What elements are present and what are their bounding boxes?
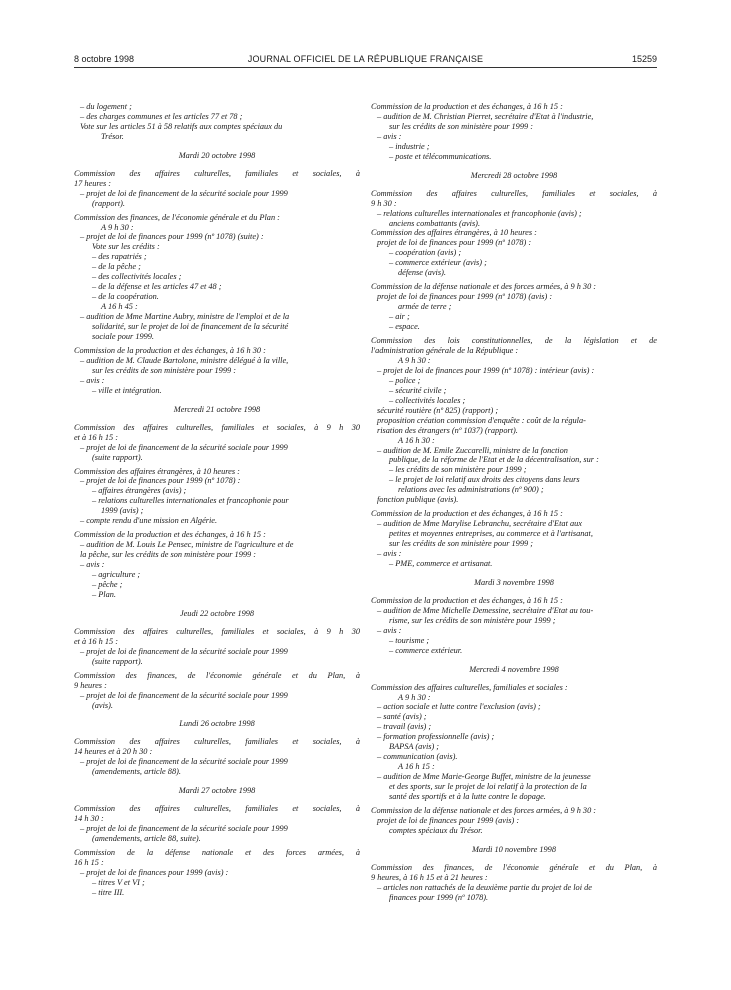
agenda-line: santé des sportifs et à la lutte contre le dopage. <box>389 792 546 802</box>
agenda-line: – compte rendu d'une mission en Algérie. <box>80 516 218 526</box>
agenda-line: A 16 h 15 : <box>398 762 435 772</box>
agenda-line: – Plan. <box>92 589 116 599</box>
agenda-line: – PME, commerce et artisanat. <box>389 558 493 568</box>
agenda-line: – santé (avis) ; <box>377 712 427 722</box>
agenda-line: – du logement ; <box>80 102 132 111</box>
agenda-line: 14 heures et à 20 h 30 : <box>74 747 153 757</box>
agenda-line: – avis : <box>80 375 105 385</box>
right-column <box>371 102 657 903</box>
agenda-line: sur les crédits de son ministère pour 1999 : <box>389 121 533 131</box>
agenda-line: – audition de Mme Marylise Lebranchu, secrétaire d'Etat aux <box>377 519 582 529</box>
agenda-line: sociale pour 1999. <box>92 332 154 342</box>
agenda-line: Commission de la défense nationale et des forces armées, à 9 h 30 : <box>371 282 597 292</box>
day-heading: Mardi 3 novembre 1998 <box>474 577 554 587</box>
agenda-line: – travail (avis) ; <box>377 722 432 732</box>
agenda-line: Commission des affaires culturelles, familiales et sociales, à 9 h 30 <box>74 422 360 432</box>
agenda-line: A 9 h 30 : <box>398 355 431 365</box>
agenda-line: – avis : <box>377 625 402 635</box>
agenda-line: BAPSA (avis) ; <box>389 742 440 752</box>
agenda-line: Commission des affaires culturelles, familiales et sociales, à <box>74 737 360 747</box>
agenda-line: sur les crédits de son ministère pour 1999 ; <box>389 539 533 549</box>
agenda-line: Commission de la production et des échanges, à 16 h 15 : <box>74 530 266 540</box>
agenda-line: la pêche, sur les crédits de son ministère pour 1999 : <box>80 550 256 560</box>
agenda-line: – police ; <box>389 375 421 385</box>
agenda-line: Commission des affaires culturelles, familiales et sociales, à 9 h 30 <box>74 626 360 636</box>
agenda-line: projet de loi de finances pour 1999 (nº 1078) (avis) : <box>377 292 553 302</box>
agenda-line: A 9 h 30 : <box>398 692 431 702</box>
agenda-line: – projet de loi de finances pour 1999 (nº 1078) : <box>80 476 241 486</box>
agenda-line: – articles non rattachés de la deuxième partie du projet de loi de <box>377 882 592 892</box>
agenda-line: – des rapatriés ; <box>92 252 147 262</box>
agenda-line: – avis : <box>377 549 402 559</box>
agenda-line: – agriculture ; <box>92 570 141 580</box>
agenda-line: – projet de loi de financement de la sécurité sociale pour 1999 <box>80 757 288 767</box>
agenda-line: – formation professionnelle (avis) ; <box>377 732 495 742</box>
agenda-line: – audition de M. Claude Bartolone, ministre délégué à la ville, <box>80 355 289 365</box>
agenda-line: – projet de loi de financement de la sécurité sociale pour 1999 <box>80 824 288 834</box>
agenda-line: – commerce extérieur. <box>389 645 463 655</box>
agenda-line: finances pour 1999 (nº 1078). <box>389 892 489 902</box>
agenda-line: – affaires étrangères (avis) ; <box>92 486 187 496</box>
agenda-line: Commission des affaires culturelles, familiales et sociales, à <box>74 804 360 814</box>
agenda-line: – tourisme ; <box>389 635 430 645</box>
agenda-line: Vote sur les crédits : <box>92 242 160 252</box>
agenda-line: Commission des finances, de l'économie générale et du Plan : <box>74 212 280 222</box>
agenda-line: – de la pêche ; <box>92 262 141 272</box>
day-heading: Mardi 27 octobre 1998 <box>178 786 256 796</box>
agenda-line: sur les crédits de son ministère pour 1999 : <box>92 365 236 375</box>
agenda-line: – avis : <box>80 560 105 570</box>
agenda-line: – pêche ; <box>92 579 123 589</box>
day-heading: Mercredi 4 novembre 1998 <box>469 664 559 674</box>
agenda-line: – de la coopération. <box>92 292 159 302</box>
agenda-line: – titres V et VI ; <box>92 877 145 887</box>
agenda-line: sécurité routière (nº 825) (rapport) ; <box>377 405 499 415</box>
agenda-line: l'administration générale de la République : <box>371 345 519 355</box>
agenda-line: A 16 h 45 : <box>101 302 138 312</box>
agenda-line: – projet de loi de financement de la sécurité sociale pour 1999 <box>80 188 288 198</box>
agenda-line: Commission des affaires étrangères, à 10 heures : <box>371 228 537 238</box>
left-column <box>74 102 360 898</box>
agenda-line: Commission de la production et des échanges, à 16 h 15 : <box>371 102 563 111</box>
agenda-line: (avis). <box>92 700 113 710</box>
agenda-line: risme, sur les crédits de son ministère pour 1999 ; <box>389 615 556 625</box>
day-heading: Mercredi 21 octobre 1998 <box>173 404 261 414</box>
agenda-line: Commission des affaires culturelles, familiales et sociales, à <box>74 168 360 178</box>
day-heading: Mardi 20 octobre 1998 <box>178 150 256 160</box>
day-heading: Lundi 26 octobre 1998 <box>179 719 255 729</box>
agenda-line: solidarité, sur le projet de loi de financement de la sécurité <box>92 322 289 332</box>
agenda-line: Commission de la production et des échanges, à 16 h 30 : <box>74 345 266 355</box>
agenda-line: A 16 h 30 : <box>398 435 435 445</box>
agenda-line: – espace. <box>389 322 420 332</box>
agenda-line: – les crédits de son ministère pour 1999 ; <box>389 465 527 475</box>
agenda-line: Commission de la production et des échanges, à 16 h 15 : <box>371 595 563 605</box>
agenda-line: défense (avis). <box>398 268 446 278</box>
agenda-line: Vote sur les articles 51 à 58 relatifs aux comptes spéciaux du <box>80 121 283 131</box>
issue-date: 8 octobre 1998 <box>74 54 135 64</box>
agenda-line: – projet de loi de finances pour 1999 (nº 1078) (suite) : <box>80 232 264 242</box>
agenda-line: – audition de Mme Marie-George Buffet, ministre de la jeunesse <box>377 772 591 782</box>
day-heading: Mercredi 28 octobre 1998 <box>470 170 558 180</box>
agenda-line: (amendements, article 88, suite). <box>92 834 201 844</box>
agenda-line: – audition de M. Christian Pierret, secrétaire d'Etat à l'industrie, <box>377 111 594 121</box>
agenda-line: Commission des affaires culturelles, familiales et sociales, à <box>371 188 657 198</box>
agenda-line: risation des étrangers (nº 1037) (rapport). <box>377 425 518 435</box>
agenda-line: 9 h 30 : <box>371 198 397 208</box>
page-number: 15259 <box>631 54 657 64</box>
agenda-line: – projet de loi de financement de la sécurité sociale pour 1999 <box>80 690 288 700</box>
agenda-line: proposition création commission d'enquête : coût de la régula- <box>377 415 586 425</box>
agenda-line: (rapport). <box>92 198 125 208</box>
agenda-line: 1999 (avis) ; <box>101 506 144 516</box>
agenda-line: Commission des finances, de l'économie générale et du Plan, à <box>74 670 360 680</box>
agenda-line: relations avec les administrations (nº 900) ; <box>398 485 544 495</box>
agenda-line: Commission des affaires culturelles, familiales et sociales : <box>371 682 568 692</box>
agenda-line: (suite rapport). <box>92 656 143 666</box>
day-heading: Jeudi 22 octobre 1998 <box>179 608 255 618</box>
agenda-line: (amendements, article 88). <box>92 767 181 777</box>
agenda-line: – relations culturelles internationales et francophonie (avis) ; <box>377 208 582 218</box>
agenda-line: Commission des affaires étrangères, à 10 heures : <box>74 466 240 476</box>
agenda-line: Commission des lois constitutionnelles, de la législation et de <box>371 336 657 346</box>
agenda-line: – audition de M. Louis Le Pensec, ministre de l'agriculture et de <box>80 540 294 550</box>
agenda-line: publique, de la réforme de l'Etat et de la décentralisation, sur : <box>389 455 599 465</box>
agenda-line: – le projet de loi relatif aux droits des citoyens dans leurs <box>389 475 580 485</box>
agenda-line: – coopération (avis) ; <box>389 248 462 258</box>
page-header <box>74 54 657 68</box>
agenda-line: – collectivités locales ; <box>389 395 466 405</box>
agenda-line: – projet de loi de financement de la sécurité sociale pour 1999 <box>80 442 288 452</box>
agenda-line: Commission des finances, de l'économie générale et du Plan, à <box>371 862 657 872</box>
agenda-line: – audition de M. Emile Zuccarelli, ministre de la fonction <box>377 445 568 455</box>
agenda-line: petites et moyennes entreprises, au commerce et à l'artisanat, <box>389 529 593 539</box>
agenda-line: 9 heures, à 16 h 15 et à 21 heures : <box>371 872 488 882</box>
agenda-line: – projet de loi de financement de la sécurité sociale pour 1999 <box>80 646 288 656</box>
agenda-line: Trésor. <box>101 131 124 141</box>
agenda-line: 14 h 30 : <box>74 814 104 824</box>
agenda-line: comptes spéciaux du Trésor. <box>389 825 483 835</box>
agenda-line: A 9 h 30 : <box>101 222 134 232</box>
day-heading: Mardi 10 novembre 1998 <box>472 844 556 854</box>
agenda-line: – avis : <box>377 131 402 141</box>
agenda-line: armée de terre ; <box>398 302 452 312</box>
agenda-line: – ville et intégration. <box>92 385 162 395</box>
agenda-line: (suite rapport). <box>92 452 143 462</box>
agenda-line: – de la défense et les articles 47 et 48 ; <box>92 282 222 292</box>
agenda-line: 17 heures : <box>74 178 112 188</box>
agenda-line: et à 16 h 15 : <box>74 636 119 646</box>
agenda-line: et à 16 h 15 : <box>74 432 119 442</box>
agenda-line: – audition de Mme Michelle Demessine, secrétaire d'Etat au tou- <box>377 605 594 615</box>
agenda-line: – air ; <box>389 312 410 322</box>
agenda-line: anciens combattants (avis). <box>389 218 481 228</box>
agenda-line: – relations culturelles internationales et francophonie pour <box>92 496 289 506</box>
agenda-line: 9 heures : <box>74 680 107 690</box>
header-rule <box>74 67 657 68</box>
agenda-line: – sécurité civile ; <box>389 385 447 395</box>
agenda-line: 16 h 15 : <box>74 857 104 867</box>
agenda-line: et des sports, sur le projet de loi relatif à la protection de la <box>389 782 587 792</box>
agenda-line: – action sociale et lutte contre l'exclusion (avis) ; <box>377 702 541 712</box>
journal-title: JOURNAL OFFICIEL DE LA RÉPUBLIQUE FRANÇAISE <box>247 54 484 64</box>
agenda-line: – audition de Mme Martine Aubry, ministre de l'emploi et de la <box>80 312 290 322</box>
agenda-line: – industrie ; <box>389 141 430 151</box>
agenda-line: – communication (avis). <box>377 752 458 762</box>
agenda-line: – poste et télécommunications. <box>389 151 492 161</box>
agenda-line: – titre III. <box>92 887 125 897</box>
agenda-line: – projet de loi de finances pour 1999 (avis) : <box>80 867 229 877</box>
agenda-line: Commission de la défense nationale et des forces armées, à <box>74 848 360 857</box>
agenda-line: Commission de la production et des échanges, à 16 h 15 : <box>371 509 563 519</box>
agenda-line: projet de loi de finances pour 1999 (avis) : <box>377 815 520 825</box>
agenda-line: – des collectivités locales ; <box>92 272 182 282</box>
agenda-line: – commerce extérieur (avis) ; <box>389 258 487 268</box>
agenda-line: projet de loi de finances pour 1999 (nº 1078) : <box>377 238 532 248</box>
agenda-line: – des charges communes et les articles 77 et 78 ; <box>80 111 243 121</box>
agenda-line: Commission de la défense nationale et des forces armées, à 9 h 30 : <box>371 806 597 815</box>
agenda-line: – projet de loi de finances pour 1999 (nº 1078) : intérieur (avis) : <box>377 365 595 375</box>
agenda-line: fonction publique (avis). <box>377 495 459 505</box>
